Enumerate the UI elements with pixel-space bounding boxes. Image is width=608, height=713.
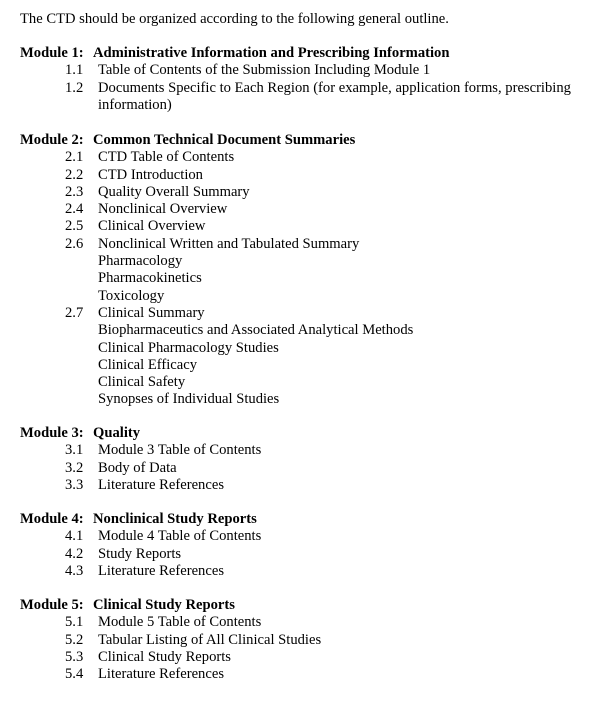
module-label: Module 5: xyxy=(20,597,84,613)
module-title: Nonclinical Study Reports xyxy=(93,511,257,527)
module-3 xyxy=(20,425,600,494)
sub-item: Synopses of Individual Studies xyxy=(98,391,280,408)
item-text: Literature References xyxy=(98,562,224,579)
item-text: CTD Table of Contents xyxy=(98,149,235,166)
item-number: 5.3 xyxy=(65,648,84,665)
list-item xyxy=(20,80,600,115)
sub-item: Pharmacokinetics xyxy=(98,270,202,287)
module-heading xyxy=(20,45,600,62)
item-text: Table of Contents of the Submission Including Module 1 xyxy=(98,62,431,79)
list-item xyxy=(20,477,600,494)
item-text: Nonclinical Written and Tabulated Summary xyxy=(98,235,360,252)
sub-item: Toxicology xyxy=(98,287,165,304)
module-1 xyxy=(20,45,600,114)
list-item xyxy=(20,442,600,459)
list-item xyxy=(20,167,600,184)
module-heading xyxy=(20,597,600,614)
list-item xyxy=(20,528,600,545)
item-text: Tabular Listing of All Clinical Studies xyxy=(98,631,322,648)
list-item xyxy=(20,649,600,666)
intro-text: The CTD should be organized according to the following general outline. xyxy=(20,11,449,27)
item-number: 2.4 xyxy=(65,201,84,218)
list-item xyxy=(20,184,600,201)
item-number: 3.1 xyxy=(65,442,84,459)
item-text: Module 4 Table of Contents xyxy=(98,528,262,545)
module-title: Quality xyxy=(93,425,141,441)
item-number: 3.2 xyxy=(65,459,84,476)
item-text: Clinical Study Reports xyxy=(98,648,231,665)
sub-item: Biopharmaceutics and Associated Analytical Methods xyxy=(98,322,414,339)
item-number: 2.5 xyxy=(65,218,84,235)
item-number: 5.1 xyxy=(65,614,84,631)
item-text: Literature References xyxy=(98,666,224,683)
item-number: 2.2 xyxy=(65,166,84,183)
item-number: 2.1 xyxy=(65,149,84,166)
sub-item: Clinical Efficacy xyxy=(98,356,198,373)
item-text: Clinical Summary xyxy=(98,304,205,321)
item-number: 4.2 xyxy=(65,545,84,562)
list-item xyxy=(20,614,600,631)
list-item xyxy=(20,546,600,563)
sub-item: Pharmacology xyxy=(98,253,183,270)
list-item xyxy=(20,62,600,79)
item-text: Study Reports xyxy=(98,545,182,562)
item-text: Nonclinical Overview xyxy=(98,201,228,218)
module-title: Administrative Information and Prescribing Information xyxy=(93,45,450,61)
list-item xyxy=(20,666,600,683)
module-heading xyxy=(20,425,600,442)
module-5 xyxy=(20,597,600,683)
list-item xyxy=(20,218,600,235)
item-text: Clinical Overview xyxy=(98,218,206,235)
item-text: Module 5 Table of Contents xyxy=(98,614,262,631)
item-number: 2.3 xyxy=(65,183,84,200)
item-number: 1.2 xyxy=(65,79,84,96)
module-label: Module 2: xyxy=(20,132,84,148)
module-label: Module 3: xyxy=(20,425,84,441)
module-4 xyxy=(20,511,600,580)
item-number: 5.2 xyxy=(65,631,84,648)
module-2 xyxy=(20,132,600,409)
item-number: 2.7 xyxy=(65,304,84,321)
module-title: Common Technical Document Summaries xyxy=(93,132,356,148)
item-text: Quality Overall Summary xyxy=(98,183,250,200)
list-item xyxy=(20,305,600,322)
module-heading xyxy=(20,511,600,528)
item-number: 2.6 xyxy=(65,235,84,252)
sub-item: Clinical Safety xyxy=(98,374,186,391)
list-item xyxy=(20,236,600,253)
module-label: Module 4: xyxy=(20,511,84,527)
list-item xyxy=(20,563,600,580)
item-number: 5.4 xyxy=(65,666,84,683)
item-text: CTD Introduction xyxy=(98,166,203,183)
list-item xyxy=(20,460,600,477)
module-heading xyxy=(20,132,600,149)
item-text: Body of Data xyxy=(98,459,177,476)
module-label: Module 1: xyxy=(20,45,84,61)
item-text: Documents Specific to Each Region (for example, application forms, prescribing information) xyxy=(98,79,571,113)
item-text: Module 3 Table of Contents xyxy=(98,442,262,459)
sub-item: Clinical Pharmacology Studies xyxy=(98,339,279,356)
item-number: 4.3 xyxy=(65,562,84,579)
item-number: 1.1 xyxy=(65,62,84,79)
item-number: 4.1 xyxy=(65,528,84,545)
item-text: Literature References xyxy=(98,476,224,493)
list-item xyxy=(20,149,600,166)
list-item xyxy=(20,201,600,218)
list-item xyxy=(20,632,600,649)
module-title: Clinical Study Reports xyxy=(93,597,235,613)
item-number: 3.3 xyxy=(65,476,84,493)
